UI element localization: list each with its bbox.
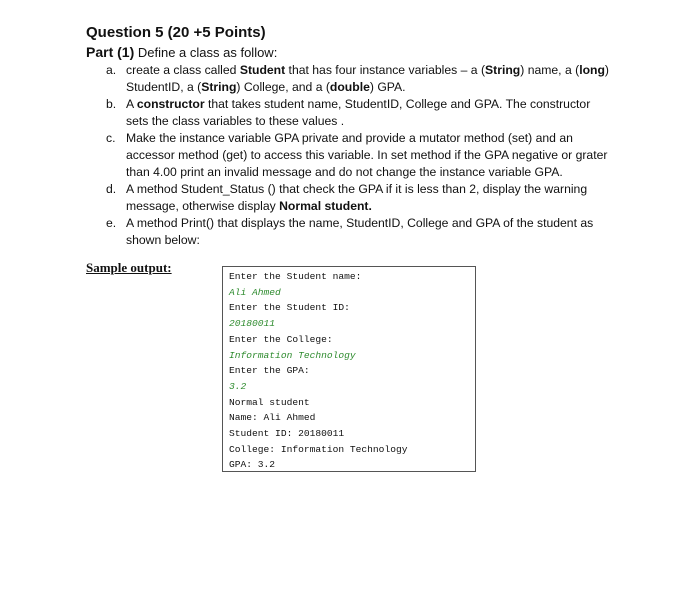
bold-text: Student (239, 63, 286, 77)
list-item (106, 215, 611, 249)
console-output-line: Normal student (229, 396, 310, 408)
item-text (126, 215, 611, 249)
item-text (126, 130, 611, 181)
list-item (106, 62, 611, 96)
sample-output-label: Sample output: (86, 260, 172, 275)
console-output-line: College: Information Technology (229, 443, 408, 455)
text-run: that takes student name, StudentID, College and GPA. The constructor sets the class variables to these values . (126, 97, 591, 128)
console-output-box (222, 266, 476, 472)
item-text (126, 62, 611, 96)
bold-text: constructor (136, 97, 205, 111)
console-input-line: 3.2 (229, 380, 247, 392)
list-item (106, 96, 611, 130)
question-title: Question 5 (20 +5 Points) (86, 24, 266, 41)
item-letter: b. (106, 97, 117, 111)
bold-text: double (329, 80, 370, 94)
console-input-line: Ali Ahmed (229, 286, 281, 298)
text-run: A method Student_Status () that check the GPA if it is less than 2, display the warning message, otherwise display (126, 182, 588, 213)
console-input-line: Information Technology (229, 349, 356, 361)
requirements-list (106, 62, 611, 249)
text-run: ) College, and a ( (236, 80, 330, 94)
list-item (106, 181, 611, 215)
console-output-line: Enter the Student ID: (229, 302, 350, 314)
part-heading (86, 44, 277, 60)
console-output-line: Enter the College: (229, 333, 333, 345)
text-run: A method Print() that displays the name, StudentID, College and GPA of the student as shown below: (126, 216, 594, 247)
console-output-line: Enter the GPA: (229, 365, 310, 377)
console-input-line: 20180011 (229, 318, 276, 330)
text-run: that has four instance variables – a ( (285, 63, 486, 77)
item-letter: e. (106, 216, 117, 230)
text-run: create a class called (126, 63, 240, 77)
console-output-line: Name: Ali Ahmed (229, 412, 316, 424)
text-run: ) GPA. (369, 80, 406, 94)
part-text: Define a class as follow: (137, 45, 278, 60)
item-text (126, 96, 611, 130)
bold-text: long (579, 63, 605, 77)
console-output-line: GPA: 3.2 (229, 459, 276, 471)
text-run: A (126, 97, 137, 111)
bold-text: String (485, 63, 521, 77)
item-letter: c. (106, 131, 116, 145)
part-label: Part (1) (86, 44, 135, 60)
text-run: Make the instance variable GPA private and provide a mutator method (set) and an accessor method (get) to access this variable. In set method if the GPA negative or grater than 4.00 print an invalid message and do not change the instance variable GPA. (126, 131, 608, 179)
bold-text: String (201, 80, 237, 94)
item-letter: d. (106, 182, 117, 196)
text-run: ) name, a ( (520, 63, 580, 77)
console-output-line: Student ID: 20180011 (229, 428, 345, 440)
item-text (126, 181, 611, 215)
text-run: ) StudentID, a ( (126, 63, 609, 94)
item-letter: a. (106, 63, 117, 77)
list-item (106, 130, 611, 181)
console-output-line: Enter the Student name: (229, 271, 362, 282)
bold-text: Normal student. (279, 199, 372, 213)
